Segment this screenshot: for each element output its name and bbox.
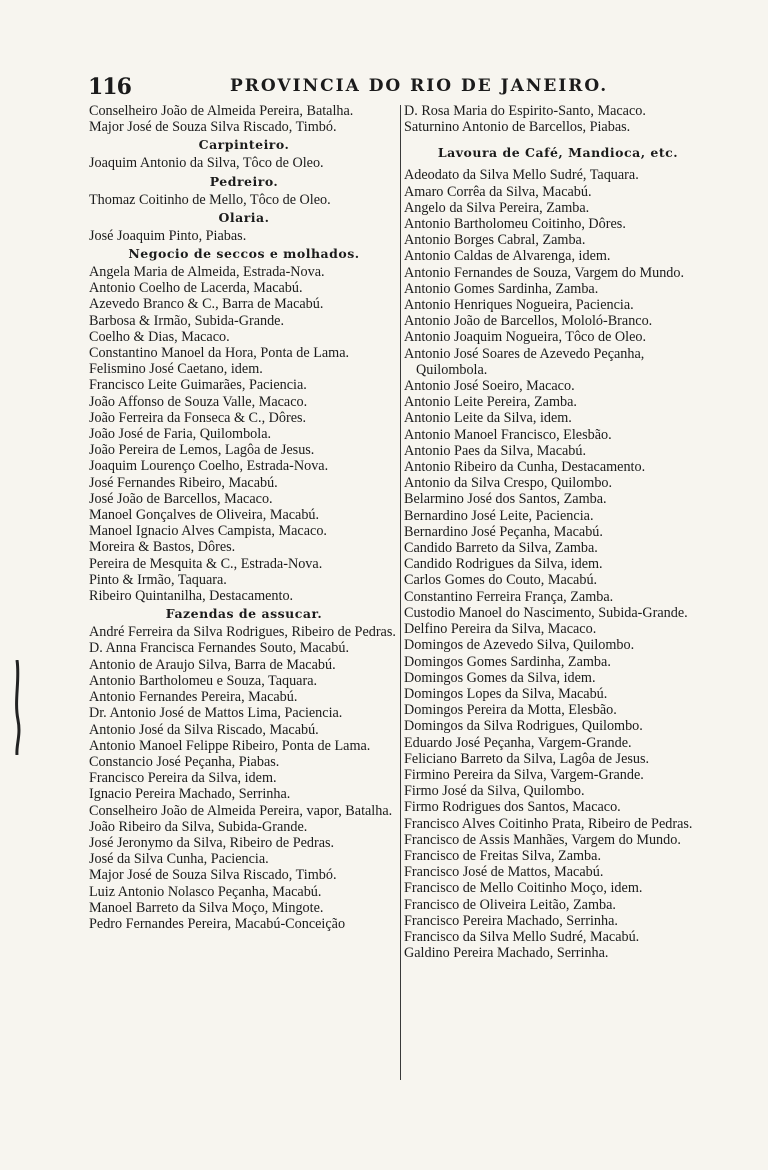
directory-entry: José João de Barcellos, Macaco. [89,490,273,507]
directory-entry: Antonio Caldas de Alvarenga, idem. [404,248,611,265]
directory-entry: Eduardo José Peçanha, Vargem-Grande. [404,734,632,751]
directory-entry: Candido Barreto da Silva, Zamba. [404,540,598,557]
directory-entry: Antonio Gomes Sardinha, Zamba. [404,280,599,297]
directory-entry: José Jeronymo da Silva, Ribeiro de Pedras. [89,834,335,851]
directory-entry: Conselheiro João de Almeida Pereira, vapor, Batalha. [89,802,393,819]
directory-entry: Major José de Souza Silva Riscado, Timbó. [89,119,337,136]
directory-entry: D. Rosa Maria do Espirito-Santo, Macaco. [404,103,646,119]
directory-entry: Luiz Antonio Nolasco Peçanha, Macabú. [89,883,322,900]
directory-entry: João Ribeiro da Silva, Subida-Grande. [89,818,308,835]
section-heading: Negocio de seccos e molhados. [128,246,360,262]
directory-entry: Francisco da Silva Mello Sudré, Macabú. [404,928,640,945]
section-heading: Olaria. [218,209,270,225]
directory-entry: Antonio João de Barcellos, Mololó-Branco. [404,313,653,330]
directory-entry: Antonio José da Silva Riscado, Macabú. [89,721,319,738]
directory-entry: Antonio Fernandes de Souza, Vargem do Mundo. [404,264,685,281]
directory-entry: Antonio Manoel Francisco, Elesbão. [404,426,612,443]
directory-entry: Bernardino José Leite, Paciencia. [404,507,594,524]
column-divider [400,105,401,1080]
directory-entry: João Affonso de Souza Valle, Macaco. [89,393,308,410]
directory-entry: Candido Rodrigues da Silva, idem. [404,556,603,573]
directory-entry: Domingos de Azevedo Silva, Quilombo. [404,637,635,654]
directory-entry: João Pereira de Lemos, Lagôa de Jesus. [89,442,315,459]
directory-entry: Thomaz Coitinho de Mello, Tôco de Oleo. [89,191,331,208]
directory-entry: Francisco de Oliveira Leitão, Zamba. [404,896,616,913]
binding-mark [12,660,22,755]
directory-entry: Antonio José Soares de Azevedo Peçanha, Quilombola. [404,345,645,378]
left-column [89,103,399,932]
directory-entry: Antonio Borges Cabral, Zamba. [404,232,586,249]
directory-entry: João José de Faria, Quilombola. [89,426,272,443]
directory-entry: José da Silva Cunha, Paciencia. [89,851,269,868]
directory-entry: Antonio José Soeiro, Macaco. [404,378,575,395]
directory-entry: Domingos Lopes da Silva, Macabú. [404,685,608,702]
directory-entry: Joaquim Lourenço Coelho, Estrada-Nova. [89,458,329,475]
directory-entry: Antonio Henriques Nogueira, Paciencia. [404,297,634,314]
directory-entry: Francisco Pereira da Silva, idem. [89,770,277,787]
directory-entry: Constantino Manoel da Hora, Ponta de Lama. [89,345,350,362]
directory-entry: João Ferreira da Fonseca & C., Dôres. [89,409,307,426]
directory-entry: Antonio Joaquim Nogueira, Tôco de Oleo. [404,329,647,346]
directory-entry: André Ferreira da Silva Rodrigues, Ribeiro de Pedras. [89,624,396,641]
directory-entry: Ignacio Pereira Machado, Serrinha. [89,786,291,803]
directory-entry: Firmino Pereira da Silva, Vargem-Grande. [404,766,644,783]
directory-entry: Antonio da Silva Crespo, Quilombo. [404,475,613,492]
directory-entry: Domingos da Silva Rodrigues, Quilombo. [404,718,643,735]
directory-entry: Major José de Souza Silva Riscado, Timbó. [89,867,337,884]
directory-entry: Carlos Gomes do Couto, Macabú. [404,572,598,589]
right-column [404,103,712,961]
directory-entry: Francisco Pereira Machado, Serrinha. [404,912,618,929]
section-heading: Carpinteiro. [198,137,290,153]
directory-entry: Firmo Rodrigues dos Santos, Macaco. [404,799,621,816]
directory-entry: Delfino Pereira da Silva, Macaco. [404,621,597,638]
directory-entry: Francisco Leite Guimarães, Paciencia. [89,377,307,394]
directory-entry: Antonio Leite Pereira, Zamba. [404,394,577,411]
directory-entry: José Joaquim Pinto, Piabas. [89,227,247,244]
directory-entry: Francisco de Freitas Silva, Zamba. [404,847,601,864]
directory-entry: D. Anna Francisca Fernandes Souto, Macabú. [89,640,350,657]
directory-entry: Antonio Manoel Felippe Ribeiro, Ponta de Lama. [89,737,371,754]
directory-entry: Antonio de Araujo Silva, Barra de Macabú. [89,656,336,673]
page-title: PROVINCIA DO RIO DE JANEIRO. [230,76,609,96]
directory-entry: Coelho & Dias, Macaco. [89,328,230,345]
section-heading: Fazendas de assucar. [165,606,323,622]
directory-entry: Domingos Pereira da Motta, Elesbão. [404,702,617,719]
directory-entry: Joaquim Antonio da Silva, Tôco de Oleo. [89,155,324,172]
directory-entry: Belarmino José dos Santos, Zamba. [404,491,607,508]
directory-entry: Conselheiro João de Almeida Pereira, Batalha. [89,103,354,119]
directory-entry: Francisco de Mello Coitinho Moço, idem. [404,880,643,897]
directory-entry: Manoel Gonçalves de Oliveira, Macabú. [89,507,320,524]
directory-entry: Francisco de Assis Manhães, Vargem do Mundo. [404,831,681,848]
page-number: 116 [88,74,131,100]
directory-entry: Angela Maria de Almeida, Estrada-Nova. [89,264,325,281]
page-header [88,74,708,100]
directory-entry: Manoel Ignacio Alves Campista, Macaco. [89,523,327,540]
directory-entry: Francisco Alves Coitinho Prata, Ribeiro de Pedras. [404,815,693,832]
directory-entry: Pereira de Mesquita & C., Estrada-Nova. [89,555,323,572]
directory-entry: José Fernandes Ribeiro, Macabú. [89,474,278,491]
directory-entry: Galdino Pereira Machado, Serrinha. [404,945,609,962]
directory-entry: Antonio Paes da Silva, Macabú. [404,442,587,459]
directory-entry: Dr. Antonio José de Mattos Lima, Paciencia. [89,705,343,722]
directory-entry: Firmo José da Silva, Quilombo. [404,783,585,800]
directory-entry: Azevedo Branco & C., Barra de Macabú. [89,296,324,313]
directory-entry: Constantino Ferreira França, Zamba. [404,588,614,605]
directory-entry: Antonio Bartholomeu Coitinho, Dôres. [404,216,626,233]
directory-entry: Felismino José Caetano, idem. [89,361,263,378]
directory-entry: Angelo da Silva Pereira, Zamba. [404,199,590,216]
directory-entry: Antonio Coelho de Lacerda, Macabú. [89,280,303,297]
directory-entry: Feliciano Barreto da Silva, Lagôa de Jesus. [404,750,650,767]
directory-entry: Amaro Corrêa da Silva, Macabú. [404,183,592,200]
section-heading: Pedreiro. [209,173,279,189]
directory-entry: Antonio Bartholomeu e Souza, Taquara. [89,672,318,689]
directory-entry: Ribeiro Quintanilha, Destacamento. [89,588,294,605]
directory-entry: Moreira & Bastos, Dôres. [89,539,236,556]
directory-entry: Saturnino Antonio de Barcellos, Piabas. [404,119,631,136]
section-heading: Lavoura de Café, Mandioca, etc. [437,145,679,161]
binding-mark-shape [12,660,22,755]
directory-entry: Constancio José Peçanha, Piabas. [89,753,280,770]
directory-entry: Domingos Gomes Sardinha, Zamba. [404,653,611,670]
directory-entry: Francisco José de Mattos, Macabú. [404,864,604,881]
directory-entry: Pinto & Irmão, Taquara. [89,571,227,588]
directory-entry: Custodio Manoel do Nascimento, Subida-Grande. [404,604,688,621]
directory-entry: Antonio Ribeiro da Cunha, Destacamento. [404,459,646,476]
directory-entry: Manoel Barreto da Silva Moço, Mingote. [89,899,324,916]
directory-entry: Antonio Fernandes Pereira, Macabú. [89,689,298,706]
directory-entry: Pedro Fernandes Pereira, Macabú-Conceição [89,915,346,932]
directory-entry: Barbosa & Irmão, Subida-Grande. [89,312,285,329]
directory-entry: Bernardino José Peçanha, Macabú. [404,523,603,540]
directory-entry: Antonio Leite da Silva, idem. [404,410,572,427]
directory-entry: Adeodato da Silva Mello Sudré, Taquara. [404,167,639,184]
directory-entry: Domingos Gomes da Silva, idem. [404,669,596,686]
